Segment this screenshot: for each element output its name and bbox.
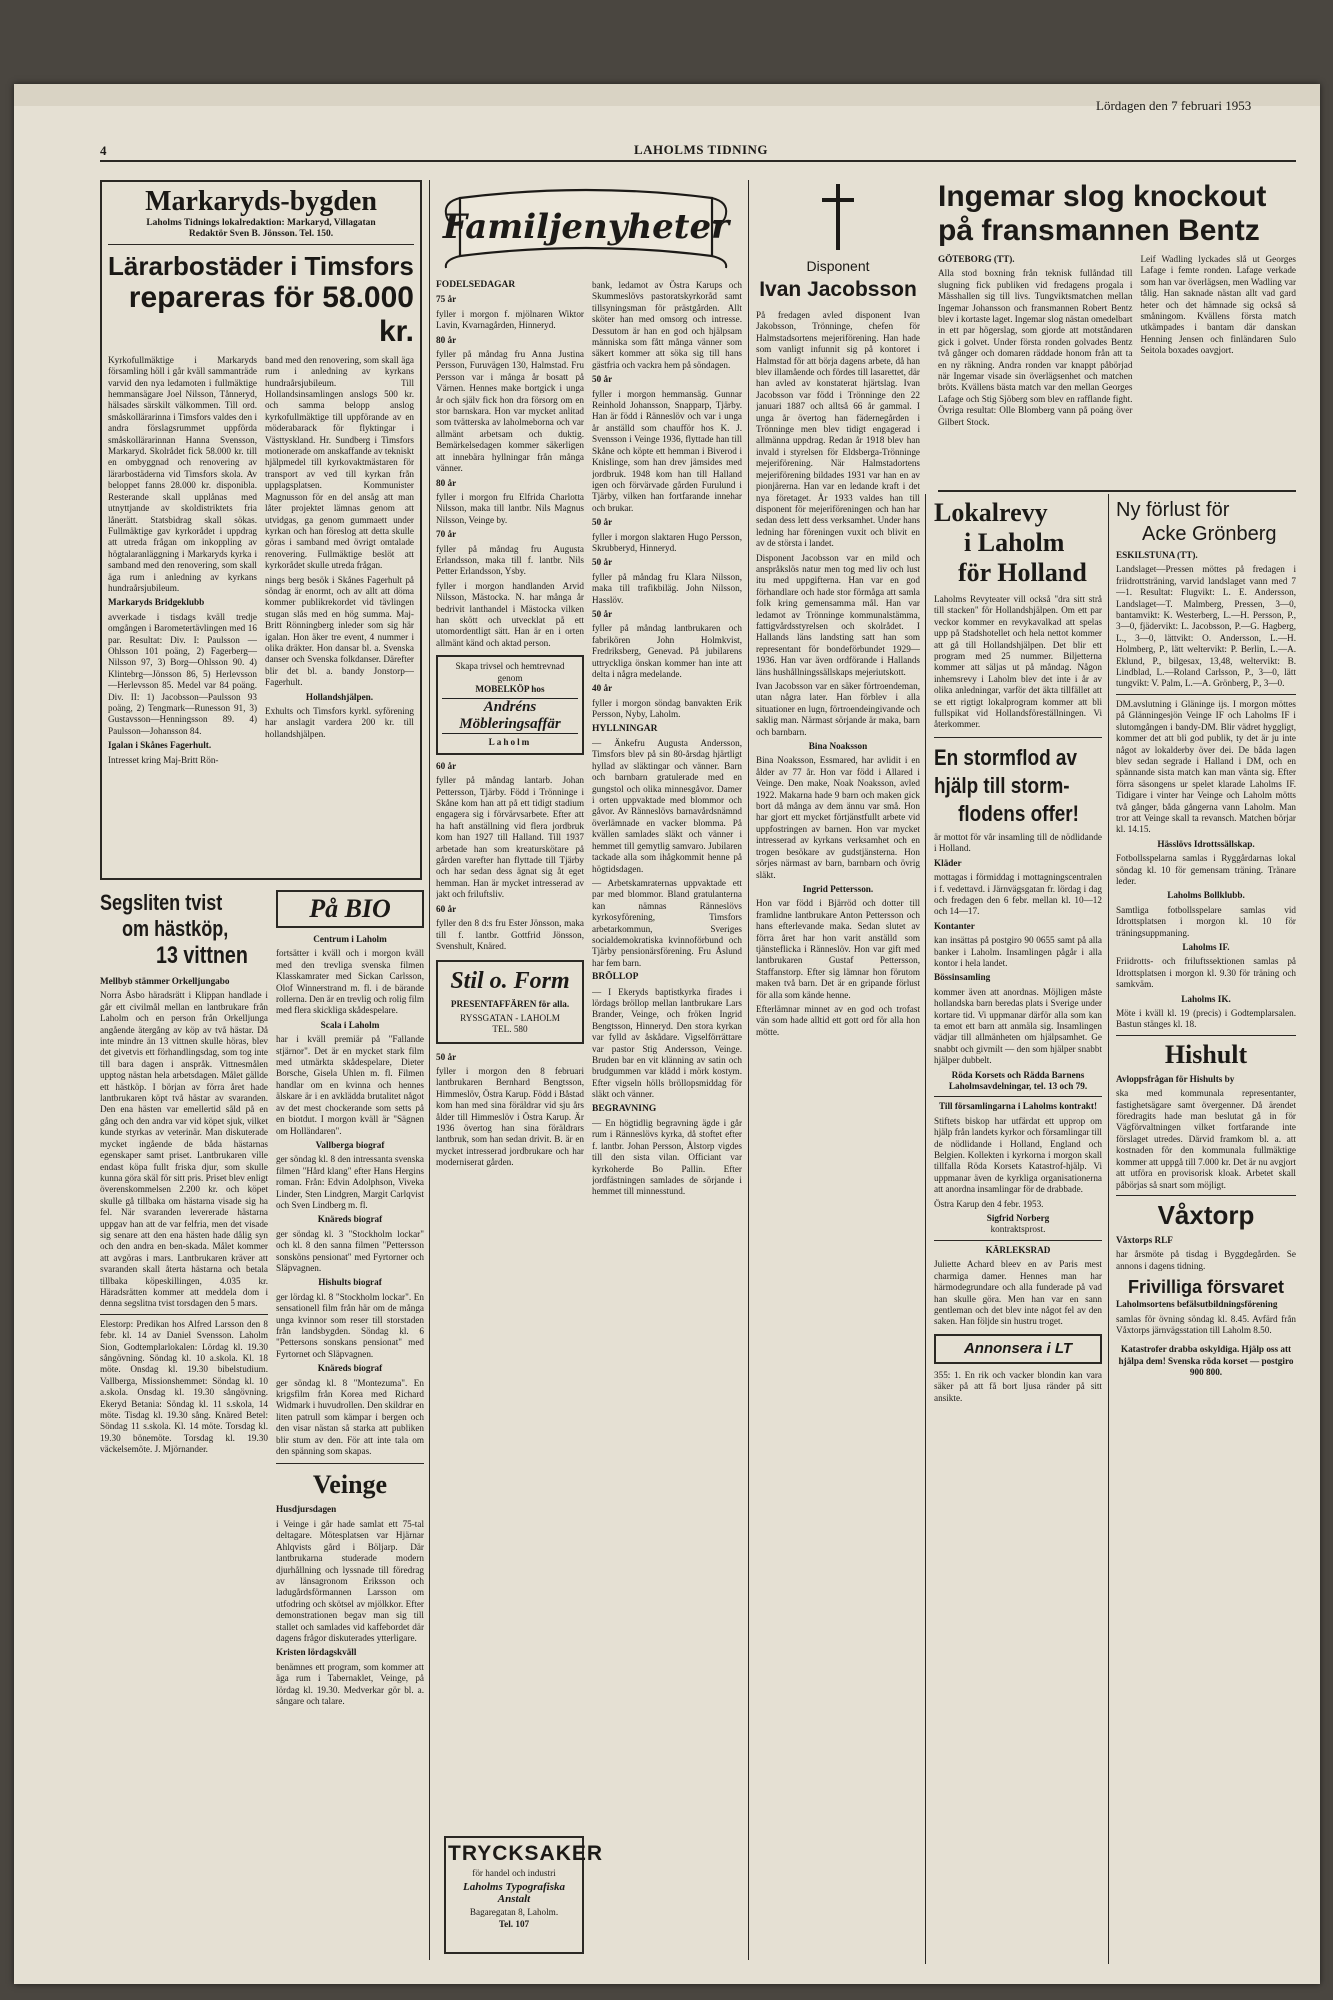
- column-rule: [748, 180, 749, 1960]
- birthday-notice: fyller i morgon fru Elfrida Charlotta Nilsson, maka till lantbr. Nils Magnus Nilsson, Veinge by.: [436, 491, 584, 525]
- divider: [100, 1314, 268, 1315]
- brollop-heading: BRÖLLOP: [592, 972, 639, 983]
- newspaper-page: [14, 84, 1320, 1984]
- birthday-notice: bank, ledamot av Östra Karups och Skummeslövs pastoratskyrkoråd samt tillsyningsman för prästgården. Allt sköter han med omsorg och intresse. Dessutom är han en god och hjälpsam människa som fått många vänner som säkert kommer att söka sig till hans gästfria och vackra hem på söndagen.: [592, 280, 742, 370]
- begravning-text: — En högtidlig begravning ägde i går rum i Ränneslövs kyrka, då stoftet efter f. lantbr. Johan Persson, Ålstorp vigdes till den sista vilan. Officiant var kyrkoherde Bo Pallin. Efter jordfästningen samlades de sörjande i hemmet till minnesstund.: [592, 1118, 742, 1197]
- bridge-club-heading: Markaryds Bridgeklubb: [108, 597, 205, 608]
- familjenyheter-banner: [436, 180, 742, 276]
- birthday-notice: fyller i morgon f. mjölnaren Wiktor Lavin, Kvarnagården, Hinneryd.: [436, 308, 584, 331]
- markaryd-section: [100, 180, 422, 880]
- kontanter-text: kan insättas på postgiro 90 0655 samt på alla banker i Laholm. Insamlingen pågår i alla kontor i hela landet.: [934, 935, 1102, 968]
- age-label: 75 år: [436, 294, 457, 305]
- annonsera-text: Annonsera i LT: [963, 1339, 1073, 1357]
- annonsera-ad: [934, 1334, 1102, 1364]
- birthday-notice: fyller i morgon söndag banvakten Erik Persson, Nyby, Laholm.: [592, 697, 742, 720]
- horse-dispute-article: [100, 890, 268, 1970]
- age-label: 60 år: [436, 903, 457, 914]
- andrens-name: Andréns Möbleringsaffär: [442, 698, 578, 734]
- trycksaker-ad: [444, 1836, 604, 1954]
- stil-o-form-ad: [436, 960, 584, 1043]
- tvist-subheading: Mellbyb stämmer Orkelljungabo: [100, 976, 230, 986]
- signature-title: kontraktsprost.: [990, 1224, 1046, 1235]
- klader-heading: Kläder: [934, 857, 962, 868]
- rlf-text: har årsmöte på tisdag i Byggdegården. Se annons i dagens tidning.: [1116, 1249, 1296, 1271]
- page-number: 4: [100, 143, 107, 158]
- bossinsamling-text: kommer även att anordnas. Möjligen måste hollandska barn beredas plats i Sverige under kortare tid. Vi uppmanar därför alla som kan ta emot ett barn att anmäla sig. Insamlingen vädjar till allmänheten om hjälpsamhet. Ge snabbt och givmilt — den som hjälper snabbt hjälper dubbelt.: [934, 986, 1102, 1066]
- husdjur-heading: Husdjursdagen: [276, 1504, 337, 1515]
- hyllningar-text: — Arbetskamraternas uppvaktade ett par med blommor. Bland gratulanterna kan nämnas Ränneslövs kyrkosyförening, Timsfors arbetarkommun, Sveriges socialdemokratiska kvinnoförbund och Tjärby pensionärsförening. Fru Åslund har fem barn.: [592, 877, 742, 968]
- lokalrevy-headline-3: för Holland: [958, 558, 1087, 587]
- forsamlingar-heading: Till församlingarna i Laholms kontrakt!: [938, 1101, 1098, 1112]
- brollop-text: — I Ekeryds baptistkyrka firades i lördags bröllop mellan lantbrukare Lars Brander, Veinge, och fröken Ingrid Bengtsson, Hinneryd. Den stora kyrkan var fylld av åskådare. Vigselförrättare var pastor Stig Andersson, Veinge. Bruden bar en vit klänning av satin och brudgummen var klädd i mörk kostym. Efter vigseln hölls bröllopsmiddag för släkt och vänner.: [592, 986, 742, 1100]
- tvist-headline-1: Segsliten tvist: [100, 890, 223, 915]
- obituary-text: Disponent Jacobsson var en mild och anspråkslös natur men tog med liv och lust itu med uppgifterna. Han var en god förhandlare och hade stor förmåga att samla folk kring gemensamma mål. Han var ledamot av Trönninge kommunalstämma, fattigvårdsstyrelsen och skolrådet. I Hallands läns landsting satt han som representant för bondeförbundet 1929—1936. Han var även ordförande i Hallands läns hushållningssällskaps mejeriutskott.: [756, 552, 920, 677]
- markaryd-title: Markaryds-bygden: [145, 186, 377, 217]
- stormflod-headline-3: flodens offer!: [958, 800, 1079, 826]
- karleksrad-text: Juliette Achard bleev en av Paris mest charmiga damer. Hennes man har härmodegrundare och alla funderade på vad han skulle göra. Men han var en sann gentleman och det blev inte något fel av den saken. Han följde sin hustru troget.: [934, 1259, 1102, 1327]
- birthday-notice: fyller i morgon handlanden Arvid Nilsson, Mästocka. N. har många år bedrivit lanthandel i Mästocka vilken han skött och utvecklat på ett utomordentligt sätt. Han är en i orten allmänt känd och aktad person.: [436, 580, 584, 648]
- trycksaker-title: TRYCKSAKER: [448, 1842, 604, 1865]
- obituary-column: [756, 180, 920, 1970]
- klader-text: mottagas i förmiddag i mottagningscentralen i f. vedettavd. i Järnvägsgatan fr. lördag i dag och fredagen den 6 febr. mellan kl. 10—12 och 14—17.: [934, 872, 1102, 917]
- andrens-mobel: MOBELKÖP hos: [475, 684, 545, 694]
- laholms-ik-heading: Laholms IK.: [1181, 993, 1231, 1004]
- centrum-heading: Centrum i Laholm: [313, 934, 387, 944]
- hasslov-heading: Hässlövs Idrottssällskap.: [1157, 838, 1255, 849]
- familjenyheter-logo: Familjenyheter: [442, 207, 730, 247]
- bridge-club-text: avverkade i tisdags kväll tredje omgången i Barometertävlingen med 16 par. Resultat: Div. I: Paulsson —Ohlsson 101 poäng, 2) Fagerberg—Nilsson 97, 3) Borg—Ohlsson 90. 4) Klintebrg—Jönsson 86, 5) Herlevsson—Herlevsson 85. Medel var 84 poäng. Div. II: 1) Jacobsson—Paulsson 93 poäng, 2) Tengmark—Runesson 91, 3) Gustavsson—Henningsson 89. 4) Paulsson—Johansson 84.: [108, 611, 257, 736]
- stil-name: Stil o. Form: [450, 968, 570, 995]
- laholms-if-heading: Laholms IF.: [1182, 942, 1230, 952]
- age-label: 50 år: [436, 1051, 457, 1062]
- scala-heading: Scala i Laholm: [320, 1019, 380, 1030]
- divider: [276, 1463, 424, 1464]
- age-label: 80 år: [436, 334, 457, 345]
- kristen-heading: Kristen lördagskväll: [276, 1647, 357, 1658]
- acke-text: Landslaget—Pressen möttes på fredagen i friidrottsträning, varvid landslaget vann med 7—1. Resultat: Flugvikt: L. E. Andersson, Landslaget—T. Malmberg, Pressen, 3—0, bantamvikt: K. Westerberg, L.—H. Persson, P., 3—0, fjädervikt: L. Jacobsson, P.—G. Hagberg, L., 3—0, lättvikt: O. Andersson, L.—H. Holmberg, P., lätt weltervikt: P. Berlin, L.—A. Eklund, P., bilgesax, 13,48, weltervikt: B. Lindblad, L.—Roland Carlsson, P., 3—0, lätt tungvikt: V. Palm, L.—A. Grönberg, P., 3—0.: [1116, 564, 1296, 689]
- scala-text: har i kväll premiär på "Fallande stjärnor". Det är en mycket stark film med utmärkta skådespelare, Dieter Borsche, Gisela Uhlen m. fl. Filmen handlar om en kvinna och hennes älskare är i en avklädda brutalitet något av det mest chockerande som setts på en biotdut. I morgon kväll är "Sägnen om Holländaren".: [276, 1034, 424, 1136]
- birthday-notice: fyller i morgon hemmansäg. Gunnar Reinhold Johansson, Snapparp, Tjärby. Han är född i Ränneslöv och var i unga år anställd som chaufför hos K. J. Svensson i Veinge 1936, flyttade han till Skåne och köpte ett hemman i Biverod i Knislinge, som han drev jämsides med jordbruk. 1948 kom han till Halland igen och förvärvade gården Furulund i Tjärby, vilken han fortfarande innehar och brukar.: [592, 388, 742, 513]
- ingrid-text: Efterlämnar minnet av en god och trofast vän som hade alltid ett gott ord för alla hon mötte.: [756, 1003, 920, 1037]
- masthead-paper-name: LAHOLMS TIDNING: [634, 142, 769, 157]
- kontanter-heading: Kontanter: [934, 920, 975, 931]
- knared-heading: Knäreds biograf: [317, 1214, 383, 1225]
- knared-text: ger söndag kl. 3 "Stockholm lockar" och kl. 8 den sanna filmen "Pettersson sonsköns pensionat" med Fyrtorner och Släpvagnen.: [276, 1228, 424, 1273]
- timsfors-article-left: Kyrkofullmäktige i Markaryds församling höll i går kväll sammanträde varvid den nya ledamoten i fullmäktige hemmansägare Joel Nilsson, Tånneryd, hälsades särskilt välkommen. Till ord. småskollärarinna i Timsfors valdes den i andra förslagsrummet uppförda småskollärarinnan Hanna Svensson, Markaryd. Skolrådet fick 58.000 kr. till en ombyggnad och renovering av lärarbostäderna vid Timsfors skola. Av beloppet fanns 28.000 kr. disponibla. Resterande skall upplånas med utnyttjande av skoldistriktets fria lånerätt. Statsbidrag skall sökas. Fullmäktige gav kyrkorådet i uppdrag att utreda frågan om inkoppling av högtalaranläggning i Markaryds kyrka i samband med den renovering, som skall äga rum i anledning av kyrkans hundraårsjubileum.: [108, 354, 257, 593]
- obituary-label: Disponent: [806, 258, 870, 274]
- befal-heading: Laholmsortens befälsutbildningsförening: [1116, 1299, 1278, 1310]
- acke-dateline: ESKILSTUNA (TT).: [1116, 550, 1198, 560]
- birthday-notice: fyller i morgon den 8 februari lantbrukaren Bernhard Bengtsson, Himmeslöv, Östra Karup. Född i Båstad kom han med sina föräldrar vid sju års ålder till Himmeslöv i Östra Karup. Är 1936 övertog han sina föräldrars lantbruk, som han sedan drivit. B. är en mycket intresserad jordbrukare och har moderniserat gården.: [436, 1065, 584, 1168]
- knared2-heading: Knäreds biograf: [317, 1363, 383, 1374]
- frivilliga-headline: Frivilliga försvaret: [1127, 1277, 1285, 1298]
- hasslov-text: Fotbollsspelarna samlas i Ryggårdarnas lokal söndag kl. 10 för gemensam träning. Tränare leder.: [1116, 853, 1296, 886]
- timsfors-article-right: band med den renovering, som skall äga rum i anledning av kyrkans hundraårsjubileum. Till Hollandsinsamlingen anslogs 500 kr. och samma belopp anslog kyrkofullmäktige till uppförande av en möderabarack för flyktingar i Västtyskland. Hr. Sundberg i Timsfors motionerade om anskaffande av tekniskt hjälpmedel till kyrkovaktmästaren för transport av ved till kyrkan från upplagsplatsen. Kommunister Magnusson för en del ansåg att man låter projektet lämnas genom att utvidgas, ga genom gummaett under kyrkan och han föreslog att detta skulle göras i samband med övrigt omtalade renovering. Fullmäktige beslöt att kyrkorådet skulle utreda frågan.: [265, 354, 414, 571]
- laholms-ik-text: Möte i kväll kl. 19 (precis) i Godtemplarsalen. Bastun stänges kl. 18.: [1116, 1008, 1296, 1030]
- tvist-headline-2: om hästköp,: [122, 916, 229, 941]
- kristen-text: benämnes ett program, som kommer att äga rum i Tabernaklet, Veinge, på lördag kl. 19.30. Medverkar gör bl. a. sångare och talare.: [276, 1661, 424, 1706]
- dm-text: DM.avslutning i Gläninge ijs. I morgon möttes på Glänningesjön Veinge IF och Laholms IF i slutomgången i bandy-DM. Blir vädret hyggligt, kommer det att bli god publik, ty det är ju inte något av lokalderby över dei. De båda lagen blev sedan segrade i Halland i DM, och en spännande sista match kan man vänta sig. Efter förra säsongens ur spelet klarade Laholms IF. Tidigare i vinter har Veinge och Laholm mötts två gånger, båda gångerna vann Laholm. Man tror att Veinge skall ta revansch. Matchen börjar kl. 14.15.: [1116, 698, 1296, 835]
- family-news-right: [592, 280, 742, 1970]
- lokalrevy-headline-1: Lokalrevy: [934, 498, 1048, 527]
- hishult-heading: Avloppsfrågan för Hishults by: [1116, 1073, 1235, 1084]
- bina-text: Bina Noaksson, Essmared, har avlidit i en ålder av 77 år. Hon var född i Allared i Veinge. Den make, Noak Noaksson, avled 1922. Makarna hade 9 barn och maken gick bort då många av dem ännu var små. Hon har gjort ett mycket förtjänstfullt arbete vid uppfostringen av barnen. Hon var mycket intresserad av kyrkans verksamhet och en trogen besökare av gudstjänsterna. Hon sörjes närmast av barn, barnbarn och övrig släkt.: [756, 755, 920, 880]
- igalan-heading: Igalan i Skånes Fagerhult.: [108, 740, 212, 751]
- divider: [938, 490, 1296, 492]
- bio-banner: [276, 890, 424, 928]
- column-rule: [925, 494, 926, 1964]
- age-label: 50 år: [592, 374, 613, 385]
- timsfors-headline-1: Lärarbostäder i Timsfors: [108, 250, 414, 281]
- timsfors-headline-2: repareras för 58.000 kr.: [128, 280, 414, 348]
- sports-column: [1116, 498, 1296, 1968]
- birthday-notice: fyller på måndag fru Anna Justina Persson, Furuvägen 130, Halmstad. Fru Persson var i många år bosatt på Värnen. Hennes make bortgick i unga år och själv fick hon dra försorg om en stor barnskara. Hon var mycket anlitad som tvätterska av laholmeborna och var allmänt arbetsam och duktig. Bemärkelsedagen kommer säkerligen att innebära hyllningar från många vänner.: [436, 349, 584, 474]
- karleksrad-text: 355: 1. En rik och vacker blondin kan vara säker på att få bort ljusa ränder på sitt ansikte.: [934, 1369, 1102, 1403]
- boxing-headline-2: på fransmannen Bentz: [938, 214, 1260, 247]
- trycksaker-subtitle: för handel och industri: [472, 1868, 556, 1878]
- karleksrad-heading: KÄRLEKSRAD: [985, 1244, 1051, 1255]
- column-rule: [1108, 494, 1109, 1964]
- church-notices: Elestorp: Predikan hos Alfred Larsson den 8 febr. kl. 14 av Daniel Svensson. Laholm Sion, Godtemplarlokalen: Lördag kl. 19.30 sångövning. Söndag kl. 10 a.skola. Kl. 18 möte. Onsdag kl. 19.30 bibelstudium. Vallberga, Missionshemmet: Söndag kl. 10 a.skola. Onsdag kl. 19.30 sångövning. Ekeryd Betania: Söndag kl. 11 s.skola, 14 möte. Tisdag kl. 19.30 sång. Knäred Betel: Söndag 11 s.skola. Kl. 14 möte. Torsdag kl. 19.30 bönemöte. Torsdag kl. 19.30 väckelsemöte. J. Mjörnander.: [100, 1318, 268, 1455]
- vaxtorp-title: Våxtorp: [1157, 1199, 1255, 1230]
- birthdays-heading: FÖDELSEDAGAR: [436, 280, 516, 290]
- trycksaker-company: Laholms Typografiska Anstalt: [463, 1881, 565, 1905]
- markaryd-editor: Redaktör Sven B. Jönsson. Tel. 150.: [188, 229, 334, 240]
- vallberga-heading: Vallberga biograf: [315, 1139, 385, 1150]
- signature-name: Sigfrid Norberg: [986, 1213, 1050, 1224]
- issue-date: Lördagen den 7 februari 1953: [1096, 98, 1252, 113]
- roda-korset-text: Röda Korsets och Rädda Barnens Laholmsavdelningar, tel. 13 och 79.: [948, 1069, 1088, 1091]
- age-label: 80 år: [436, 477, 457, 488]
- tvist-headline-3: 13 vittnen: [156, 942, 248, 969]
- andrens-city: Laholm: [488, 737, 532, 748]
- stil-address: RYSSGATAN - LAHOLM: [460, 1012, 560, 1023]
- column-rule: [429, 180, 430, 1960]
- boxing-headline-1: Ingemar slog knockout: [938, 180, 1267, 213]
- signature-date: Östra Karup den 4 febr. 1953.: [934, 1198, 1044, 1209]
- hollandshjalpen-heading: Hollandshjälpen.: [305, 691, 374, 702]
- holland-aid-column: [934, 498, 1102, 1968]
- acke-headline-1: Ny förlust för: [1116, 499, 1230, 521]
- knared2-text: ger söndag kl. 8 "Montezuma". En krigsfilm från Korea med Richard Widmark i huvudrollen. Den skildrar en liten patrull som kämpar i bergen och den visar nästan så starka att publiken blir stum av den. För att inte tala om den spänning som skapas.: [276, 1377, 424, 1457]
- igalan-text: Intresset kring Maj-Britt Rön-: [108, 754, 219, 765]
- katastrof-notice: Katastrofer drabba oskyldiga. Hjälp oss att hjälpa dem! Svenska röda korset — postgiro 900 800.: [1118, 1344, 1294, 1378]
- stil-subtitle: PRESENTAFFÄREN för alla.: [450, 999, 570, 1010]
- header-rule: [100, 160, 1296, 162]
- stormflod-headline-2: hjälp till storm-: [934, 772, 1070, 798]
- hyllningar-heading: HYLLNINGAR: [592, 723, 658, 734]
- rlf-heading: Våxtorps RLF: [1116, 1234, 1173, 1245]
- bollklubb-text: Samtliga fotbollsspelare samlas vid Idrottsplatsen i morgon kl. 10 för träningsuppmaning.: [1116, 904, 1296, 938]
- birthday-notice: fyller på måndag fru Augusta Erlandsson, maka till f. lantbr. Nils Petter Erlandsson, Ysby.: [436, 543, 584, 577]
- divider: [934, 737, 1102, 738]
- birthday-notice: fyller på måndag lantbrukaren och fabrikören John Holmkvist, Fredriksberg, Genevad. På jubilarens uttryckliga önskan kommer han inte att delta i några medelande.: [592, 623, 742, 679]
- lokalrevy-text: Laholms Revyteater vill också "dra sitt strå till stacken" för Hollandshjälpen. Om ett par veckor kommer en revykavalkad att spelas upp på Stadshotellet och hela nettot kommer att gå till Hollandshjälpen. Det blir ett program med 25 nummer. Biljetterna kommer att säljas ut på måndag. Någon inhemsrevy i Laholm blev det inte i år av olika anledningar, varför det äkta tillfället att se ett rigtigt lokalprogram kommer att bli fullspikat vid Hollandsföreställningen. Vi återkommer.: [934, 594, 1102, 730]
- bossinsamling-heading: Bössinsamling: [934, 972, 991, 983]
- divider: [108, 244, 414, 245]
- fagerhult-text: nings berg besök i Skånes Fagerhult på söndag är enormt, och av allt att döma kommer publikrekordet vid tävlingen stugan slås med en hög summa. Maj-Britt Rönningberg inleder som sig här igalan. Hon äker tre event, 4 nummer i olika dräkter. Hon dansar bl. a. Svenska danser och Svenska folkdanser. Därefter blir det bl. a. bandy Jonstorp—Fagerhult.: [265, 574, 414, 688]
- hishult-bio-heading: Hishults biograf: [318, 1277, 382, 1288]
- acke-headline-2: Acke Grönberg: [1142, 523, 1277, 545]
- divider: [934, 1240, 1102, 1241]
- bollklubb-heading: Laholms Bollklubb.: [1167, 890, 1245, 901]
- divider: [1116, 694, 1296, 695]
- andrens-ad: [436, 655, 584, 755]
- boxing-dateline: GÖTEBORG (TT).: [938, 254, 1015, 264]
- birthday-notice: fyller på måndag lantarb. Johan Pettersson, Tjärby. Född i Trönninge i Skåne kom han att på ett tidigt stadium engagera sig i förvärvsarbete. Efter att ha haft anställning vid flera jordbruk kom han 1927 till Halland. Till 1937 arbetade han som kreaturskötare på gården varefter han flyttade till Tjärby och har sedan dess ägnat sig åt eget hemman. Han är mycket intresserad av jakt och friluftsliv.: [436, 775, 584, 900]
- hollandshjalpen-text: Exhults och Timsfors kyrkl. syförening har anslagit vardera 200 kr. till hollandshjälpen.: [265, 706, 414, 739]
- markaryd-subtitle: Laholms Tidnings lokalredaktion: Markaryd, Villagatan: [146, 218, 376, 228]
- age-label: 70 år: [436, 529, 457, 540]
- age-label: 50 år: [592, 557, 613, 568]
- stil-phone: TEL. 580: [492, 1024, 528, 1035]
- husdjur-text: i Veinge i går hade samlat ett 75-tal deltagare. Mötesplatsen var Hjärnar Ahlqvists gård i Böljarp. Där lantbrukarna studerade modern djurhållning och lyssnade till föredrag av länsagronom Eriksson och ladugårdsförmannen Larsson om utfodring och skötsel av mjölkkor. Efter demonstrationen begav man sig till stallet och samlades vid kaffebordet där dagens frågor diskuterades ytterligare.: [276, 1518, 424, 1643]
- ingrid-heading: Ingrid Pettersson.: [802, 883, 874, 894]
- birthday-notice: fyller på måndag fru Klara Nilsson, maka till trafikbiläg. John Nilsson, Hasslöv.: [592, 571, 742, 605]
- obituary-name: Ivan Jacobsson: [759, 278, 917, 301]
- birthday-notice: fyller i morgon slaktaren Hugo Persson, Skrubberyd, Hinneryd.: [592, 531, 742, 553]
- boxing-text-left: Alla stod boxning från teknisk fullåndad till slugning fick publiken vid fredagens progala i Mässhallen sig till livs. Tungviktsmatchen mellan Ingemar Johansson och fransmannen Robert Bentz blev i kortaste laget. Ingemar slog nästan omedelbart in ett par högerslag, som gjorde att motståndaren gick i golvet. Under första ronden golvades Bentz två gånger och domaren räddade honom från att ta en ny räkning. Andra ronden var knappt påbörjad när Ingemar visade sin överlägsenhet och matchen bröts. Kvällens bästa match var den mellan Georges Lafage och Stig Sjöberg som blev en rafflande fight. Övriga resultat: Olle Blomberg vann på poäng över Gilbert Stock.: [938, 268, 1133, 427]
- age-label: 60 år: [436, 760, 457, 771]
- forsamlingar-text: Stiftets biskop har utfärdat ett upprop om hjälp från landets kyrkor och församlingar till de nödlidande i Holland, England och Belgien. Kollekten i kyrkorna i morgon skall tillfalla Röda Korsets Katastrof-hjälp. Vi uppmanar även de kyrkliga organisationerna att anordna insamlingar för de drabbade.: [934, 1115, 1102, 1195]
- lokalrevy-headline-2: i Laholm: [964, 528, 1065, 557]
- age-label: 50 år: [592, 517, 613, 528]
- boxing-text-right: Leif Wadling lyckades slå ut Georges Lafage i femte ronden. Lafage verkade som han var överlägsen, men Wadling var tålig. Han saknade nästan allt vad gard heter och det hämnade sig också så småningom. Kvällens första match utkämpades i bantam där danskan Henning Jensen och finländaren Sulo Seitola boxades oavgjort.: [1140, 254, 1296, 356]
- andrens-tagline: Skapa trivsel och hemtrevnad genom: [455, 661, 565, 683]
- age-label: 50 år: [592, 608, 613, 619]
- hishult-text: ska med kommunala representanter, fastighetsägare samt övergenner. Då ärendet föredragits hade man beslutat gå in för Vägförvaltningen vilket fortfarande inte förslaget utredes. Därvid framkom bl. a. att kostnaden för den kommunala fullmäktige kommer att uppgå till 7.000 kr. Det är nu avgjort att utföra en provisorisk kloak. Arbetet skall påbörjas så snart som möjligt.: [1116, 1088, 1296, 1190]
- cinema-column: [276, 890, 424, 1970]
- stormflod-headline-1: En stormflod av: [934, 744, 1077, 770]
- birthday-notice: fyller den 8 d:s fru Ester Jönsson, maka till f. lantbr. Gottfrid Jönsson, Svenshult, Knäred.: [436, 918, 584, 951]
- obituary-text: Ivan Jacobsson var en säker förtroendeman, utan några later. Han förblev i alla situationer en lugn, förtroendeingivande och saklig man. Närmast sörjande är maka, barn och barnbarn.: [756, 681, 920, 737]
- veinge-title: Veinge: [312, 1470, 388, 1500]
- tvist-body: Norra Åsbo häradsrätt i Klippan handlade i går ett civilmål mellan en lantbrukare från Laholm och en person från Orkelljunga angående ätergång av köp av två hästar. Då inte mindre än 13 vittnen skulle höras, blev det givetvis ett förhandlingsdag, som tog inte till bara dagen i anspråk. Vittnesmålen upptog nästan hela arbetsdagen. Målet gällde ett hästköp. I början av förra året hade lantbrukaren köpt två hästar av svaranden. Den ena hästen var emellertid såld på en gång och den andra var vid köpet sjuk, vilket kunde styrkas av veterinär. Man diskuterade mycket ingående de båda hästarnas egenskaper samt priset. Lantbrukaren ville endast köpa fullt friska djur, som skulle kunna göra skäl för sitt pris. Priset blev enligt överenskommelsen 2.200 kr. och köpet skulle gå tillbaka om hästarna visade sig ha fel. När svaranden levererade hästarna uppgav han att de var felfria, men det visade sig senare att den ena hästen hade dålig syn och den andra en ben-skada. Målet kommer att avgöras i mars. Lantbrukaren kräver att svaranden skall återta hästarna och betala tillbaka köpeskillingen, 4.035 kr. Häradsrätten kommer att meddela dom i denna segslitna tvist torsdagen den 5 mars.: [100, 990, 268, 1309]
- trycksaker-address: Bagaregatan 8, Laholm.: [469, 1907, 559, 1918]
- bio-title: På BIO: [309, 894, 391, 923]
- hyllningar-text: — Änkefru Augusta Andersson, Timsfors blev på sin 80-årsdag hjärtligt hyllad av släktingar och vänner. Barn och barnbarn gratulerade med en gungstol och olika minnesgåvor. Damer i orten uppvaktade med blommor och gåvor. Av Ränneslövs barnavårdsnämnd överlämnade en vacker blomma. På kvällen samlades släkt och vänner i hemmet till gemytlig samvaro. Jubilaren tackade alla som ihågkommit henne på högtidsdagen.: [592, 738, 742, 874]
- cross-icon: [818, 182, 858, 252]
- befal-text: samlas för övning söndag kl. 8.45. Avfärd från Våxtorps järnvägsstation till Laholm 8.50.: [1116, 1313, 1296, 1335]
- age-label: 40 år: [592, 683, 613, 694]
- hishult-title: Hishult: [1164, 1039, 1248, 1069]
- bina-heading: Bina Noaksson: [808, 741, 868, 752]
- stormflod-text: är mottot för vår insamling till de nödlidande i Holland.: [934, 831, 1102, 854]
- obituary-text: På fredagen avled disponent Ivan Jakobsson, Trönninge, chefen för Halmstadsortens mejeriförening. Han hade som vanligt infunnit sig på kontoret i Halmstad för att börja dagens arbete, då han blev illamående och fördes till lasarettet, där han avled av konstaterat hjärtslag. Ivan Jacobsson var född i Trönninge den 22 januari 1887 och alltså 66 år gammal. I unga år övertog han fädernegården i Trönninge men blev tidigt engagerad i allmänna uppdrag. Redan år 1918 blev han invald i styrelsen för Eldsberga-Trönninge mejeriförening. När Halmstadortens mejeriförening bildades 1931 var han en av pionjärerna. Han var en ledande kraft i det nya företaget. År 1933 valdes han till disponent för mejeriföreningen och han har sedan dess lett dess verksamhet. Under hans ledning har föreningen vuxit och blivit en av de största i landet.: [756, 310, 920, 549]
- divider: [1116, 1195, 1296, 1196]
- trycksaker-phone: Tel. 107: [498, 1918, 530, 1929]
- boxing-article: [938, 180, 1296, 490]
- ingrid-text: Hon var född i Bjärröd och dotter till framlidne lantbrukare Anton Pettersson och hans efterlevande maka. Sedan slutet av förra året har hon varit anställd som tjänsteflicka i Ränneslöv. Hon var gift med lantbrukaren Gustaf Pettersson, Staffanstorp. Efter sig lämnar hon förutom maken två barn. Det är en gripande förlust för alla som kände henne.: [756, 898, 920, 1000]
- divider: [934, 1096, 1102, 1097]
- divider: [1116, 1035, 1296, 1036]
- vallberga-text: ger söndag kl. 8 den intressanta svenska filmen "Hård klang" efter Hans Hergins roman. Från: Edvin Adolphson, Viveka Linder, Sten Lindgren, Margit Carlqvist och Sven Lindberg m. fl.: [276, 1154, 424, 1210]
- laholms-if-text: Friidrotts- och friluftssektionen samlas på Idrottsplatsen i morgon kl. 9.30 för träning och samkväm.: [1116, 956, 1296, 990]
- begravning-heading: BEGRAVNING: [592, 1103, 657, 1114]
- centrum-text: fortsätter i kväll och i morgon kväll med den trevliga svenska filmen Klasskamrater med Sickan Carlsson, Olof Winnerstrand m. fl. i de bärande rollerna. Den är en trevlig och rolig film med flera skickliga skådespelare.: [276, 948, 424, 1016]
- scroll-banner-icon: [436, 180, 736, 274]
- hishult-bio-text: ger lördag kl. 8 "Stockholm lockar". En sensationell film från här om de många unga kvinnor som reser till storstaden från landsbygden. Söndag kl. 6 "Pettersons sonskans pensionat" med Fyrtornet och Släpvagnen.: [276, 1291, 424, 1359]
